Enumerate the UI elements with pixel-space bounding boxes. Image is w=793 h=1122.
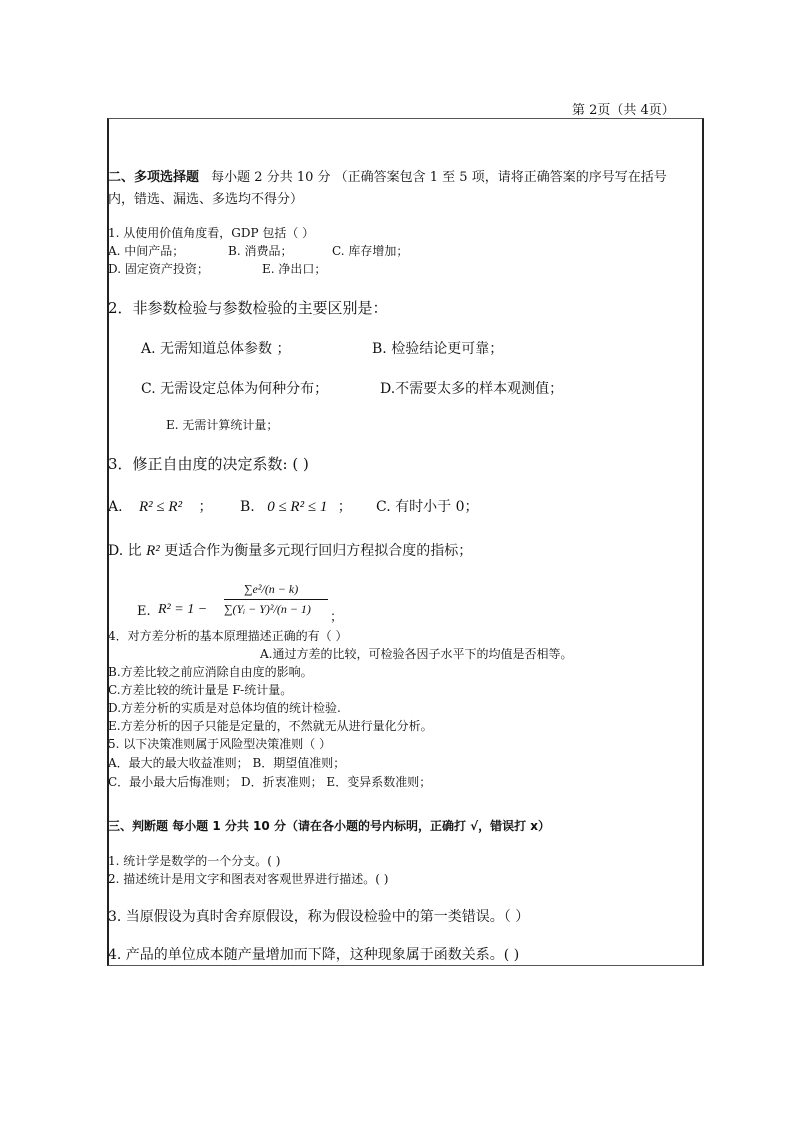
tf-q4: 4. 产品的单位成本随产量增加而下降，这种现象属于函数关系。( ) [108, 947, 520, 963]
q3-option-e-label: E. [137, 604, 151, 619]
q1-option-a: A. 中间产品； [108, 244, 185, 258]
q3-option-b-formula: 0 ≤ R² ≤ 1 [267, 499, 328, 515]
q2-option-e: E. 无需计算统计量； [166, 418, 279, 432]
tf-q3: 3. 当原假设为真时舍弃原假设，称为假设检验中的第一类错误。（ ） [108, 909, 530, 925]
q3-option-d [108, 540, 472, 560]
q3-option-b-end: ； [337, 499, 352, 515]
q3-option-d-pre: D. 比 [108, 543, 142, 559]
q2-option-d: D.不需要太多的样本观测值； [380, 381, 564, 397]
section2-title: 二、多项选择题 [108, 170, 200, 185]
q2-option-b: B. 检验结论更可靠； [372, 341, 504, 357]
q1-option-c: C. 库存增加； [332, 244, 409, 258]
tf-q1: 1. 统计学是数学的一个分支。( ) [108, 854, 281, 868]
q1-stem: 1. 从使用价值角度看，GDP 包括（ ） [108, 226, 315, 240]
section3-title: 三、判断题 每小题 1 分共 10 分（请在各小题的号内标明，正确打 √，错误打 x） [108, 819, 551, 833]
q3-option-d-formula: R² [146, 543, 160, 559]
q3-option-b-label: B. [240, 499, 255, 515]
q3-option-e-denominator: ∑(Yᵢ − Y)²/(n − 1) [224, 602, 311, 616]
tf-q2: 2. 描述统计是用文字和图表对客观世界进行描述。( ) [108, 872, 389, 886]
q4-stem: 4．对方差分析的基本原理描述正确的有（ ） [108, 629, 348, 643]
q5-options-line1: A．最大的最大收益准则； B．期望值准则； [108, 756, 346, 770]
q5-options-line2: C．最小最大后悔准则； D．折衷准则； E．变异系数准则； [108, 775, 432, 789]
q2-option-c: C. 无需设定总体为何种分布； [141, 381, 329, 397]
q3-option-e-numerator: ∑e²/(n − k) [244, 582, 299, 596]
section2-instruction: 每小题 2 分共 10 分 （正确答案包含 1 至 5 项，请将正确答案的序号写在括号 [211, 170, 667, 185]
q3-option-d-post: 更适合作为衡量多元现行回归方程拟合度的指标； [164, 543, 473, 559]
q4-option-a: A.通过方差的比较，可检验各因子水平下的均值是否相等。 [260, 647, 573, 661]
q3-option-e-end: ； [330, 610, 344, 625]
section2-header [108, 166, 667, 185]
q3-option-a [108, 496, 213, 516]
q2-stem: 2．非参数检验与参数检验的主要区别是： [108, 299, 388, 317]
q4-option-d: D.方差分析的实质是对总体均值的统计检验. [108, 701, 341, 715]
q3-option-b [240, 496, 352, 516]
q3-option-a-formula: R² ≤ R² [139, 499, 183, 515]
q1-option-e: E. 净出口； [262, 262, 327, 276]
q4-option-e: E.方差分析的因子只能是定量的，不然就无从进行量化分析。 [108, 719, 433, 733]
q5-stem: 5. 以下决策准则属于风险型决策准则（ ） [108, 737, 332, 751]
fraction-bar [224, 599, 328, 600]
q1-option-b: B. 消费品； [228, 244, 293, 258]
q3-option-c: C. 有时小于 0； [376, 499, 479, 515]
q4-option-c: C.方差比较的统计量是 F-统计量。 [108, 683, 293, 697]
q1-option-d: D. 固定资产投资； [108, 262, 209, 276]
section2-instruction-cont: 内，错选、漏选、多选均不得分） [108, 192, 304, 207]
q3-option-a-end: ； [198, 499, 213, 515]
page-number: 第 2页（共 4页） [572, 103, 675, 118]
q2-option-a: A. 无需知道总体参数 ； [141, 341, 291, 357]
q3-option-e-lhs: R² = 1 − [158, 602, 208, 617]
q3-option-a-label: A. [108, 499, 123, 515]
q3-stem: 3．修正自由度的决定系数: ( ) [108, 455, 309, 473]
q4-option-b: B.方差比较之前应消除自由度的影响。 [108, 665, 313, 679]
